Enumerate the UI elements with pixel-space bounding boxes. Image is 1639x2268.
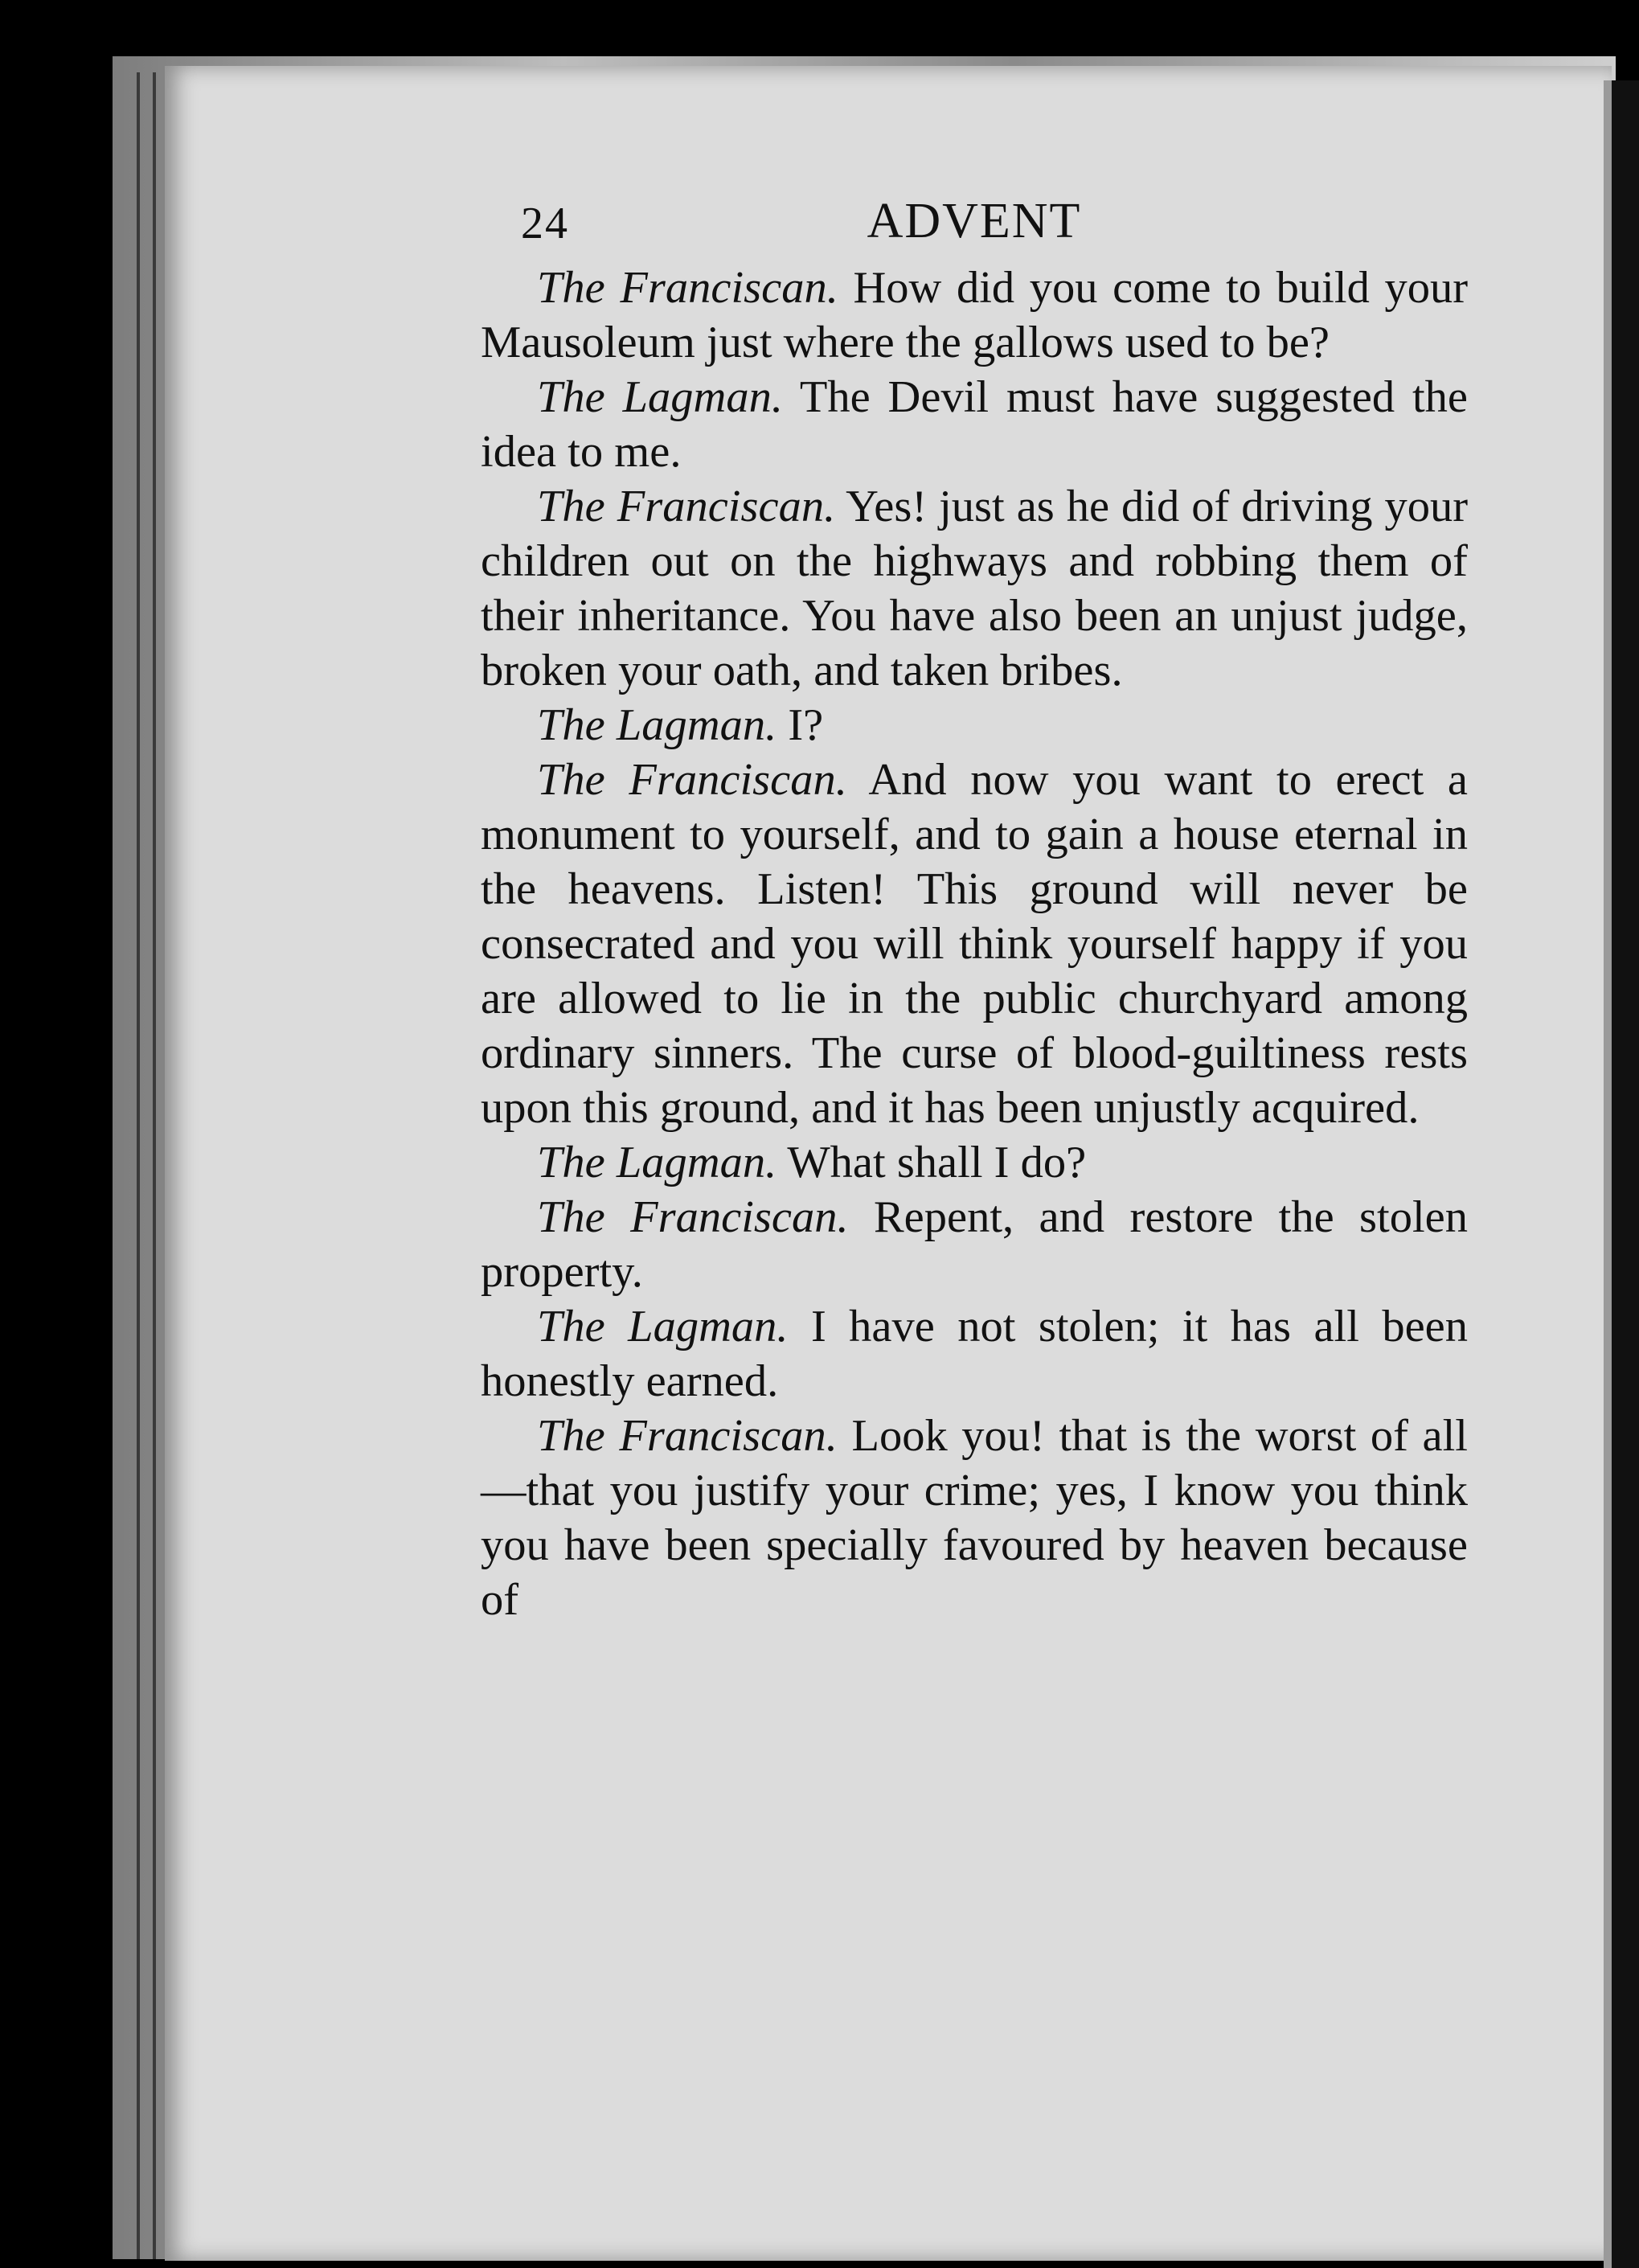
speech-text: I? [788, 700, 824, 750]
speech-text: Yes! just as he did of driving your children out on the highways and robbing them of their inheritance. You have also been an unjust judge, broken your oath, and taken bribes. [481, 482, 1469, 695]
dialogue-paragraph [481, 1409, 1468, 1627]
speech-text: I have not stolen; it has all been honestly earned. [481, 1302, 1468, 1406]
dialogue-paragraph [481, 753, 1468, 1135]
speaker-name: The Franciscan. [537, 482, 836, 531]
binding-line [153, 72, 156, 2259]
page-text [481, 187, 1468, 1627]
dialogue-paragraph [481, 260, 1468, 370]
dialogue-paragraph [481, 479, 1468, 698]
dialogue-paragraph [481, 1135, 1468, 1190]
speaker-name: The Franciscan. [537, 1192, 849, 1242]
speaker-name: The Franciscan. [537, 263, 838, 313]
speaker-name: The Lagman. [537, 1138, 777, 1187]
page-number: 24 [521, 199, 569, 248]
speech-text: And now you want to erect a monument to yourself, and to gain a house eternal in the heavens. Listen! This ground will never be consecrated and you will think yourself happy if you are allowed to lie in the public churchyard among ordinary sinners. The curse of blood-guiltiness rests upon this ground, and it has been unjustly acquired. [481, 755, 1468, 1133]
binding-line [137, 72, 140, 2259]
speech-text: Look you! that is the worst of all—that you justify your crime; yes, I know you think you have been specially favoured by heaven because of [481, 1411, 1469, 1625]
speech-text: The Devil must have suggested the idea to me. [481, 372, 1468, 477]
dialogue-paragraph [481, 1299, 1468, 1409]
page-edge [1604, 80, 1612, 2268]
running-head [481, 187, 1468, 260]
speech-text: How did you come to build your Mausoleum just where the gallows used to be? [481, 263, 1469, 367]
speaker-name: The Franciscan. [537, 1411, 838, 1461]
speaker-name: The Lagman. [537, 1302, 789, 1351]
scan-border [1612, 80, 1639, 2268]
running-title: ADVENT [867, 194, 1082, 248]
speech-text: Repent, and restore the stolen property. [481, 1192, 1468, 1297]
speaker-name: The Lagman. [537, 372, 783, 422]
speaker-name: The Franciscan. [537, 755, 847, 805]
dialogue-paragraph [481, 1190, 1468, 1299]
speech-text: What shall I do? [787, 1138, 1087, 1187]
dialogue-paragraph [481, 370, 1468, 479]
dialogue-paragraph [481, 698, 1468, 753]
speaker-name: The Lagman. [537, 700, 777, 750]
